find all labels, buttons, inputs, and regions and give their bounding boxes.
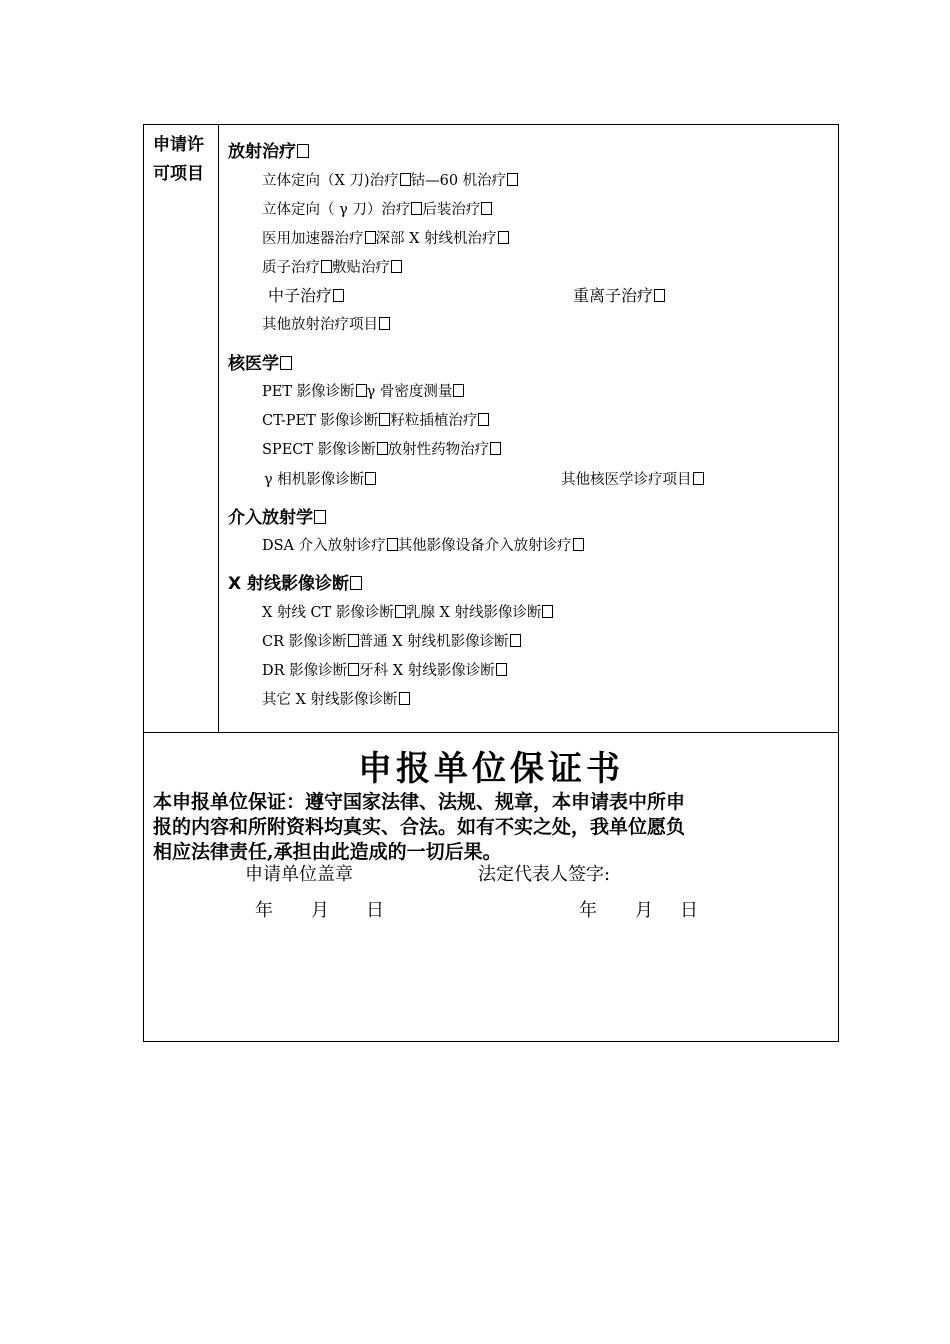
seal-date-year: 年	[255, 900, 273, 921]
section-nuclear-medicine-title: 核医学	[228, 354, 279, 374]
item-label: 普通 X 射线机影像诊断	[358, 634, 509, 650]
item-label: 其他影像设备介入放射诊疗	[397, 538, 572, 554]
section-xray-title: X 射线影像诊断	[228, 574, 350, 594]
item-checkbox[interactable]	[453, 384, 464, 397]
item-label: SPECT 影像诊断	[262, 442, 376, 458]
item-line	[268, 286, 344, 306]
item-checkbox[interactable]	[365, 472, 376, 485]
section-xray-heading	[228, 573, 362, 595]
item-label: 立体定向（X 刀)治疗	[262, 173, 399, 189]
item-label: CT-PET 影像诊断	[262, 413, 379, 429]
item-checkbox[interactable]	[400, 173, 411, 186]
section-interventional-checkbox[interactable]	[314, 510, 326, 524]
section-interventional-heading	[228, 507, 326, 529]
item-label: 其他放射治疗项目	[262, 317, 378, 333]
item-label: 中子治疗	[268, 286, 333, 305]
item-label: 立体定向（ γ 刀）治疗	[262, 202, 411, 218]
item-line	[262, 603, 553, 623]
item-checkbox[interactable]	[321, 260, 332, 273]
item-line	[262, 440, 501, 460]
item-line	[561, 470, 704, 490]
pledge-section	[144, 733, 838, 1041]
seal-label: 申请单位盖章	[245, 864, 353, 885]
item-label: 敷贴治疗	[332, 260, 390, 276]
item-checkbox[interactable]	[693, 472, 704, 485]
permit-items-cell	[220, 125, 838, 732]
item-label: DSA 介入放射诊疗	[262, 538, 386, 554]
item-checkbox[interactable]	[377, 442, 388, 455]
item-checkbox[interactable]	[654, 289, 665, 302]
item-label: 后装治疗	[422, 202, 481, 218]
item-checkbox[interactable]	[379, 413, 390, 426]
item-label: 深部 X 射线机治疗	[375, 231, 497, 247]
item-checkbox[interactable]	[498, 231, 509, 244]
section-radiotherapy-title: 放射治疗	[228, 142, 296, 162]
item-line	[262, 661, 507, 681]
item-line	[262, 632, 521, 652]
item-checkbox[interactable]	[399, 692, 410, 705]
section-nuclear-medicine-checkbox[interactable]	[280, 356, 292, 370]
item-label: 钴—60 机治疗	[410, 173, 507, 189]
item-label: 放射性药物治疗	[387, 442, 490, 458]
item-line	[262, 411, 489, 431]
section-xray-checkbox[interactable]	[350, 576, 362, 590]
item-label: CR 影像诊断	[262, 634, 347, 650]
row-label-cell	[144, 125, 219, 732]
item-checkbox[interactable]	[333, 289, 344, 302]
item-checkbox[interactable]	[542, 605, 553, 618]
signature-date-day: 日	[680, 900, 698, 921]
section-nuclear-medicine-heading	[228, 353, 292, 375]
pledge-body	[153, 790, 837, 865]
item-label: 乳腺 X 射线影像诊断	[405, 605, 542, 621]
item-line	[262, 690, 410, 710]
item-line	[262, 200, 492, 220]
row-label-line-1: 申请许	[153, 135, 204, 155]
item-line	[262, 171, 518, 191]
item-line	[262, 258, 402, 278]
item-line	[262, 382, 464, 402]
item-checkbox[interactable]	[411, 202, 422, 215]
item-label: 质子治疗	[262, 260, 320, 276]
item-checkbox[interactable]	[510, 634, 521, 647]
item-label: 其他核医学诊疗项目	[561, 472, 692, 488]
pledge-line: 报的内容和所附资料均真实、合法。如有不实之处，我单位愿负	[153, 816, 686, 838]
section-radiotherapy-heading	[228, 141, 309, 163]
item-checkbox[interactable]	[490, 442, 501, 455]
item-checkbox[interactable]	[391, 260, 402, 273]
item-line	[573, 286, 665, 306]
item-checkbox[interactable]	[387, 538, 398, 551]
item-label: 其它 X 射线影像诊断	[262, 692, 398, 708]
item-checkbox[interactable]	[496, 663, 507, 676]
item-line	[262, 536, 584, 556]
item-checkbox[interactable]	[348, 663, 359, 676]
permit-items-row	[144, 125, 838, 733]
item-checkbox[interactable]	[379, 317, 390, 330]
pledge-line: 相应法律责任,承担由此造成的一切后果。	[153, 841, 502, 863]
item-checkbox[interactable]	[478, 413, 489, 426]
item-label: 重离子治疗	[573, 286, 654, 305]
item-checkbox[interactable]	[348, 634, 359, 647]
signature-date-year: 年	[579, 900, 597, 921]
item-line	[262, 315, 390, 335]
signature-date-month: 月	[635, 900, 653, 921]
item-label: γ 骨密度测量	[366, 384, 453, 400]
seal-date-month: 月	[311, 900, 329, 921]
signature-label: 法定代表人签字:	[478, 864, 611, 885]
row-label	[153, 131, 215, 189]
pledge-title: 申报单位保证书	[358, 749, 624, 789]
seal-date-day: 日	[366, 900, 384, 921]
section-radiotherapy-checkbox[interactable]	[297, 144, 309, 158]
item-checkbox[interactable]	[356, 384, 367, 397]
item-checkbox[interactable]	[507, 173, 518, 186]
item-label: PET 影像诊断	[262, 384, 355, 400]
item-label: X 射线 CT 影像诊断	[262, 605, 394, 621]
item-checkbox[interactable]	[395, 605, 406, 618]
item-label: 医用加速器治疗	[262, 231, 364, 247]
item-label: γ 相机影像诊断	[264, 472, 365, 488]
item-line	[264, 470, 376, 490]
application-form-table	[143, 124, 839, 1042]
pledge-line: 本申报单位保证：遵守国家法律、法规、规章，本申请表中所申	[153, 791, 686, 813]
item-label: DR 影像诊断	[262, 663, 348, 679]
row-label-line-2: 可项目	[153, 164, 204, 184]
item-label: 籽粒插植治疗	[390, 413, 478, 429]
item-line	[262, 229, 509, 249]
item-checkbox[interactable]	[573, 538, 584, 551]
item-checkbox[interactable]	[365, 231, 376, 244]
item-checkbox[interactable]	[481, 202, 492, 215]
section-interventional-title: 介入放射学	[228, 508, 313, 528]
item-label: 牙科 X 射线影像诊断	[359, 663, 495, 679]
